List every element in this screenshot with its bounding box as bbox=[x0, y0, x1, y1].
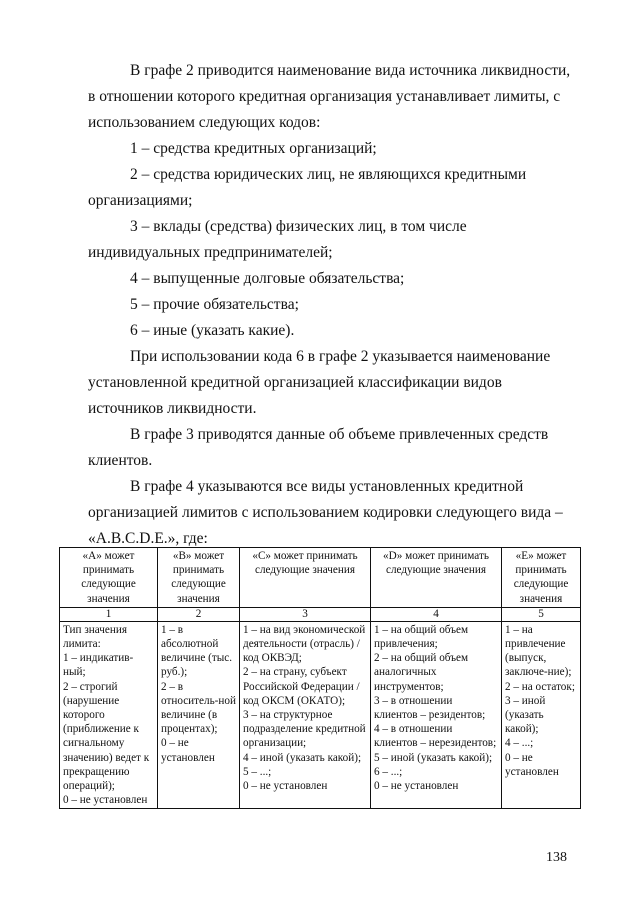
value-item: 1 – индикатив-ный; bbox=[63, 652, 134, 679]
value-item: 3 – на структурное подразделение кредитной организации; bbox=[243, 709, 366, 750]
header-d: «D» может принимать следующие значения bbox=[371, 548, 502, 608]
values-c bbox=[240, 621, 371, 809]
code-item-5: 5 – прочие обязательства; bbox=[130, 296, 299, 313]
value-item: 5 – иной (указать какой); bbox=[374, 751, 493, 764]
values-a bbox=[60, 621, 158, 809]
value-item: 4 – в отношении клиентов – нерезидентов; bbox=[374, 723, 497, 750]
paragraph-graph3: В графе 3 приводятся данные об объеме привлеченных средств клиентов. bbox=[88, 426, 549, 469]
paragraph-graph2: В графе 2 приводится наименование вида источника ликвидности, в отношении которого кредитная организация устанавливает лимиты, с использованием следующих кодов: bbox=[88, 62, 571, 131]
header-c: «С» может принимать следующие значения bbox=[240, 548, 371, 608]
value-item: 6 – ...; bbox=[374, 765, 403, 778]
header-b: «В» может принимать следующие значения bbox=[158, 548, 240, 608]
paragraph-graph4: В графе 4 указываются все виды установленных кредитной организацией лимитов с использованием кодировки следующего вида – «A.B.C.D.E.», где: bbox=[88, 478, 563, 547]
code-item-4: 4 – выпущенные долговые обязательства; bbox=[130, 270, 405, 287]
header-e: «Е» может принимать следующие значения bbox=[502, 548, 581, 608]
values-d bbox=[371, 621, 502, 809]
page-number: 138 bbox=[546, 850, 567, 865]
table-number-row bbox=[60, 607, 581, 621]
value-item: 0 – не установлен bbox=[505, 751, 559, 778]
value-item: 0 – не установлен bbox=[374, 780, 459, 793]
value-item: 1 – на вид экономической деятельности (отрасль) / код ОКВЭД; bbox=[243, 623, 366, 665]
column-number: 5 bbox=[502, 607, 581, 621]
limit-codes-table bbox=[59, 547, 581, 809]
column-number: 1 bbox=[60, 607, 158, 621]
column-number: 2 bbox=[158, 607, 240, 621]
value-item: Тип значения лимита: bbox=[63, 623, 127, 651]
value-item: 3 – в отношении клиентов – резидентов; bbox=[374, 694, 486, 722]
value-item: 1 – на общий объем привлечения; bbox=[374, 623, 469, 651]
value-item: 1 – на привлечение (выпуск, заключе-ние); bbox=[505, 623, 572, 679]
column-number: 4 bbox=[371, 607, 502, 621]
value-item: 1 – в абсолютной величине (тыс. руб.); bbox=[161, 623, 233, 679]
value-item: 2 – в относитель-ной величине (в процентах); bbox=[161, 680, 236, 736]
code-item-6: 6 – иные (указать какие). bbox=[130, 322, 295, 339]
table-row bbox=[60, 621, 581, 809]
value-item: 2 – на общий объем аналогичных инструментов; bbox=[374, 652, 469, 693]
table-header-row bbox=[60, 548, 581, 608]
code-item-3: 3 – вклады (средства) физических лиц, в том числе индивидуальных предпринимателей; bbox=[88, 218, 467, 261]
value-item: 2 – на остаток; bbox=[505, 680, 575, 693]
code-item-2: 2 – средства юридических лиц, не являющихся кредитными организациями; bbox=[88, 166, 527, 209]
values-e bbox=[502, 621, 581, 809]
value-item: 0 – не установлен bbox=[161, 737, 215, 764]
value-item: 4 – ...; bbox=[505, 737, 534, 750]
value-item: 3 – иной (указать какой); bbox=[505, 694, 546, 736]
column-number: 3 bbox=[240, 607, 371, 621]
value-item: 0 – не установлен bbox=[63, 794, 148, 807]
value-item: 2 – строгий (нарушение которого (приближение к сигнальному значению) ведет к прекращению операций); bbox=[63, 680, 150, 793]
value-item: 5 – ...; bbox=[243, 765, 272, 778]
values-b bbox=[158, 621, 240, 809]
code-item-1: 1 – средства кредитных организаций; bbox=[130, 140, 377, 157]
value-item: 0 – не установлен bbox=[243, 780, 328, 793]
paragraph-code6: При использовании кода 6 в графе 2 указывается наименование установленной кредитной организацией классификации видов источников ликвидности. bbox=[88, 348, 551, 417]
value-item: 2 – на страну, субъект Российской Федерации / код ОКСМ (ОКАТО); bbox=[243, 666, 360, 707]
value-item: 4 – иной (указать какой); bbox=[243, 751, 362, 764]
header-a: «А» может принимать следующие значения bbox=[60, 548, 158, 608]
